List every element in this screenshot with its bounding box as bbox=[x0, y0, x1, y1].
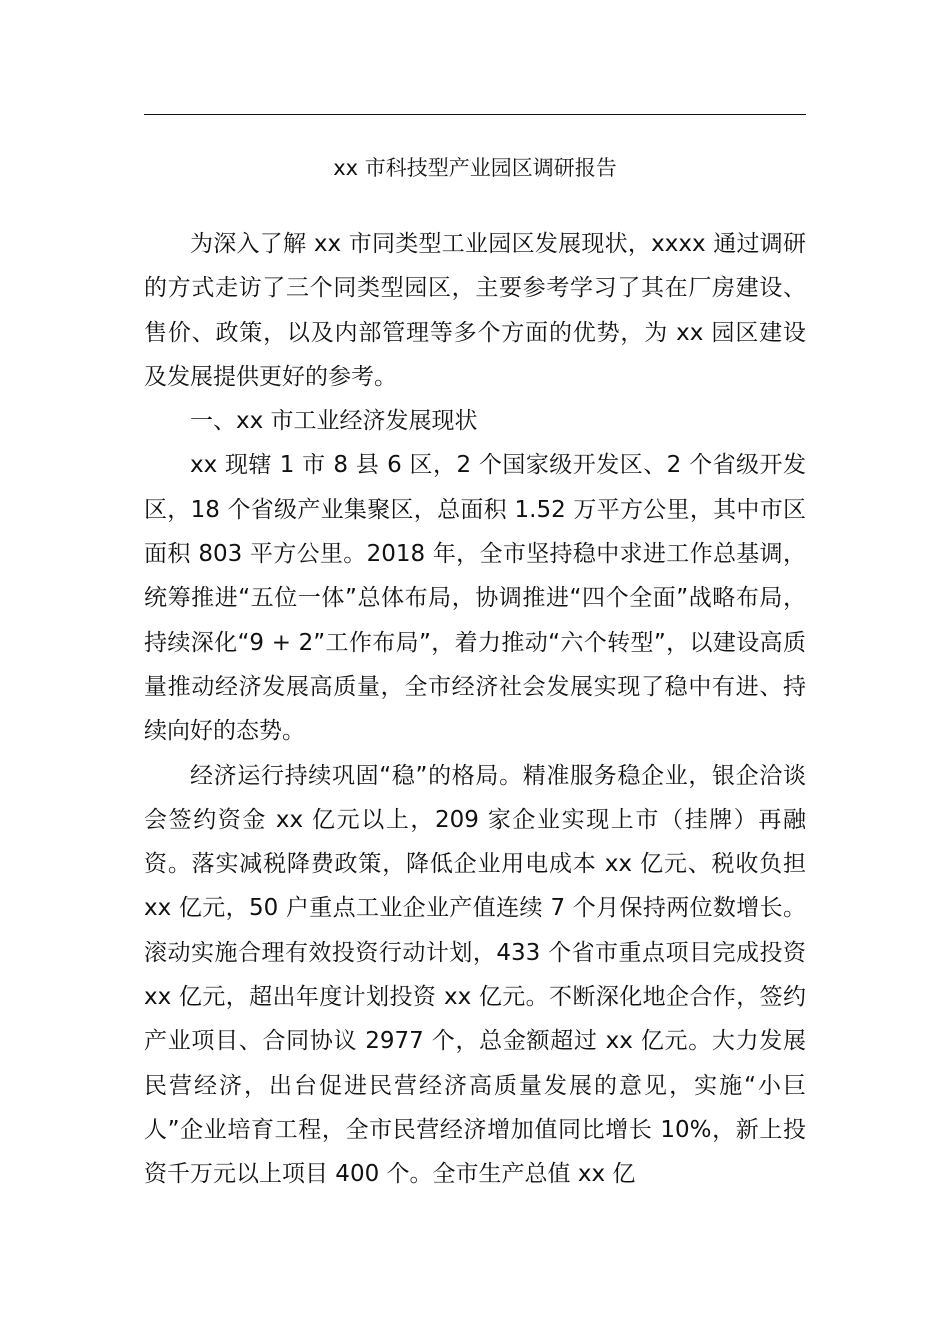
paragraph-economy: 经济运行持续巩固“稳”的格局。精准服务稳企业，银企洽谈会签约资金 xx 亿元以上，209 家企业实现上市（挂牌）再融资。落实减税降费政策，降低企业用电成本 xx 亿元、税收负担 xx 亿元，50 户重点工业企业产值连续 7 个月保持两位数增长。滚动实施合理有效投资行动计划，433 个省市重点项目完成投资 xx 亿元，超出年度计划投资 xx 亿元。不断深化地企合作，签约产业项目、合同协议 2977 个，总金额超过 xx 亿元。大力发展民营经济，出台促进民营经济高质量发展的意见，实施“小巨人”企业培育工程，全市民营经济增加值同比增长 10%，新上投资千万元以上项目 400 个。全市生产总值 xx 亿 bbox=[144, 762, 806, 1188]
document-title: xx 市科技型产业园区调研报告 bbox=[333, 156, 617, 180]
section-heading-1: 一、xx 市工业经济发展现状 bbox=[190, 408, 478, 435]
paragraph-overview: xx 现辖 1 市 8 县 6 区，2 个国家级开发区、2 个省级开发区，18 个省级产业集聚区，总面积 1.52 万平方公里，其中市区面积 803 平方公里。2018 年，全市坚持稳中求进工作总基调，统筹推进“五位一体”总体布局，协调推进“四个全面”战略布局，持续深化“9 + 2”工作布局”，着力推动“六个转型”，以建设高质量推动经济发展高质量，全市经济社会发展实现了稳中有进、持续向好的态势。 bbox=[144, 452, 806, 745]
intro-paragraph: 为深入了解 xx 市同类型工业园区发展现状，xxxx 通过调研的方式走访了三个同类型园区，主要参考学习了其在厂房建设、售价、政策，以及内部管理等多个方面的优势，为 xx 园区建设及发展提供更好的参考。 bbox=[144, 231, 806, 390]
header-rule bbox=[144, 114, 806, 115]
document-body bbox=[144, 222, 806, 1197]
